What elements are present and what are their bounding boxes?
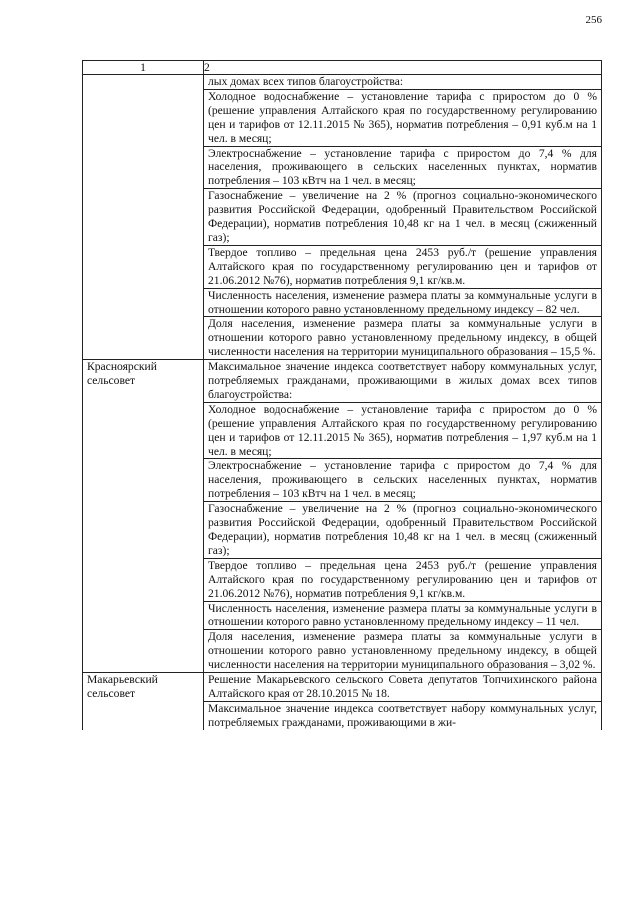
paragraph: Численность населения, изменение размера платы за коммунальные услуги в отношении которого равно установленному предельному индексу – 11 чел. <box>204 602 601 631</box>
table-row <box>83 360 602 673</box>
paragraph: Численность населения, изменение размера платы за коммунальные услуги в отношении которого равно установленному предельному индексу – 82 чел. <box>204 289 601 318</box>
paragraph: Максимальное значение индекса соответствует набору коммунальных услуг, потребляемых гражданами, проживающими в жилых домах всех типов благоустройства: <box>204 360 601 403</box>
table-row <box>83 75 602 360</box>
column-header-2: 2 <box>204 61 602 75</box>
description-cell <box>204 673 602 730</box>
paragraph: Максимальное значение индекса соответствует набору коммунальных услуг, потребляемых гражданами, проживающими в жи- <box>208 701 597 729</box>
table-row <box>83 673 602 730</box>
paragraph: Холодное водоснабжение – установление тарифа с приростом до 0 % (решение управления Алтайского края по государственному регулированию цен и тарифов от 12.11.2015 № 365), норматив потребления – 0,91 куб.м на 1 чел. в месяц; <box>204 90 601 147</box>
description-cell <box>204 360 602 673</box>
region-cell <box>83 75 204 360</box>
paragraph: Твердое топливо – предельная цена 2453 руб./т (решение управления Алтайского края по государственному регулированию цен и тарифов от 21.06.2012 №76), норматив потребления 9,1 кг/кв.м. <box>204 559 601 602</box>
paragraph: Холодное водоснабжение – установление тарифа с приростом до 0 % (решение управления Алтайского края по государственному регулированию цен и тарифов от 12.11.2015 № 365), норматив потребления – 1,97 куб.м на 1 чел. в месяц; <box>204 403 601 460</box>
paragraph: Электроснабжение – установление тарифа с приростом до 7,4 % для населения, проживающего в сельских населенных пунктах, норматив потребления – 103 кВтч на 1 чел. в месяц; <box>204 459 601 502</box>
paragraph: Решение Макарьевского сельского Совета депутатов Топчихинского района Алтайского края от 28.10.2015 № 18. <box>204 673 601 702</box>
tariff-table <box>82 60 602 730</box>
column-header-1: 1 <box>83 61 204 75</box>
paragraph: Газоснабжение – увеличение на 2 % (прогноз социально-экономического развития Российской Федерации, одобренный Правительством Российской Федерации), норматив потребления 10,48 кг на 1 чел. в месяц (сжиженный газ); <box>204 189 601 246</box>
paragraph: Твердое топливо – предельная цена 2453 руб./т (решение управления Алтайского края по государственному регулированию цен и тарифов от 21.06.2012 №76), норматив потребления 9,1 кг/кв.м. <box>204 246 601 289</box>
region-cell <box>83 673 204 730</box>
column-header-row <box>83 61 602 75</box>
region-cell <box>83 360 204 673</box>
paragraph: Доля населения, изменение размера платы за коммунальные услуги в отношении которого равно установленному предельному индексу, в общей численности населения на территории муниципального образования – 3,02 %. <box>208 630 597 672</box>
region-name: Макарьевский сельсовет <box>87 673 158 700</box>
paragraph: лых домах всех типов благоустройства: <box>204 75 601 90</box>
paragraph: Газоснабжение – увеличение на 2 % (прогноз социально-экономического развития Российской Федерации, одобренный Правительством Российской Федерации), норматив потребления 10,48 кг на 1 чел. в месяц (сжиженный газ); <box>204 502 601 559</box>
page-number: 256 <box>585 14 602 26</box>
description-cell <box>204 75 602 360</box>
paragraph: Электроснабжение – установление тарифа с приростом до 7,4 % для населения, проживающего в сельских населенных пунктах, норматив потребления – 103 кВтч на 1 чел. в месяц; <box>204 147 601 190</box>
region-name: Красноярский сельсовет <box>87 360 157 388</box>
paragraph: Доля населения, изменение размера платы за коммунальные услуги в отношении которого равно установленному предельному индексу, в общей численности населения на территории муниципального образования – 15,5 %. <box>208 317 597 359</box>
